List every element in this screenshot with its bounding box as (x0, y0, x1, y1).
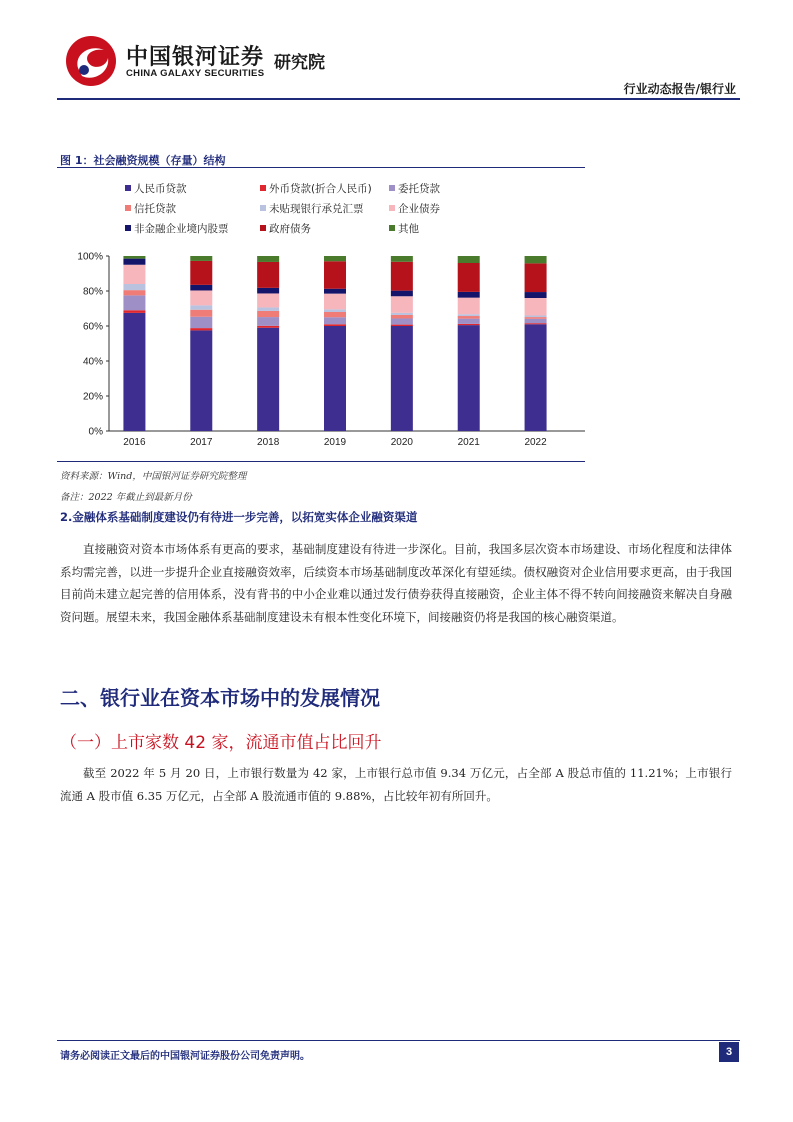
x-tick-label: 2018 (257, 437, 280, 448)
bar-segment (525, 292, 547, 298)
bar-segment (190, 310, 212, 317)
bar-segment (190, 330, 212, 431)
bar-segment (458, 324, 480, 325)
legend-swatch (260, 185, 266, 191)
x-tick-label: 2017 (190, 437, 213, 448)
bar-segment (123, 295, 145, 310)
bar-segment (525, 317, 547, 319)
bar-segment (257, 311, 279, 317)
legend-swatch (260, 205, 266, 211)
legend-label: 委托贷款 (398, 183, 440, 195)
bar-segment (324, 317, 346, 324)
bar-segment (458, 314, 480, 316)
brand-institute: 研究院 (274, 53, 325, 73)
bar-segment (123, 290, 145, 295)
bar-segment (391, 291, 413, 297)
legend-swatch (125, 185, 131, 191)
bar-segment (190, 290, 212, 305)
legend-swatch (389, 225, 395, 231)
bar-segment (257, 317, 279, 326)
bar-segment (525, 256, 547, 263)
bar-segment (391, 296, 413, 313)
bar-segment (123, 256, 145, 259)
paragraph-text: 直接融资对资本市场体系有更高的要求，基础制度建设有待进一步深化。目前，我国多层次资本市场建设、市场化程度和法律体系均需完善，以进一步提升企业直接融资效率，后续资本市场基础制度改革深化有望延续。债权融资对企业信用要求更高，由于我国目前尚未建立起完善的信用体系，没有背书的中小企业难以通过发行债券获得直接融资，企业主体不得不转向间接融资来解决自身融资问题。展望未来，我国金融体系基础制度建设未有根本性变化环境下，间接融资仍将是我国的核心融资渠道。 (60, 542, 732, 624)
y-tick-label: 80% (82, 286, 103, 298)
chapter-subtitle: （一）上市家数 42 家，流通市值占比回升 (60, 733, 382, 753)
section-paragraph (60, 538, 732, 628)
bar-segment (123, 313, 145, 431)
legend-swatch (389, 185, 395, 191)
legend-swatch (125, 225, 131, 231)
chapter-paragraph (60, 762, 732, 807)
bar-segment (123, 284, 145, 290)
footer-disclaimer: 请务必阅读正文最后的中国银河证券股份公司免责声明。 (60, 1051, 310, 1062)
bar-segment (190, 328, 212, 330)
bar-segment (190, 305, 212, 309)
bar-segment (257, 288, 279, 294)
bar-segment (391, 256, 413, 262)
page-number: 3 (719, 1042, 739, 1062)
bar-segment (257, 256, 279, 262)
y-tick-label: 100% (77, 251, 103, 263)
bar-segment (525, 319, 547, 323)
galaxy-logo-icon (64, 34, 118, 88)
legend-label: 政府债务 (269, 223, 311, 235)
figure-title: 图 1：社会融资规模（存量）结构 (60, 154, 226, 167)
section-heading: 2.金融体系基础制度建设仍有待进一步完善，以拓宽实体企业融资渠道 (60, 510, 418, 524)
legend-label: 其他 (398, 223, 419, 235)
bar-segment (257, 293, 279, 307)
figure-source: 资料来源：Wind，中国银河证券研究院整理 (60, 471, 247, 482)
bar-segment (525, 324, 547, 431)
bar-segment (190, 317, 212, 328)
bar-segment (458, 256, 480, 263)
bar-segment (458, 298, 480, 315)
legend-swatch (389, 205, 395, 211)
bar-segment (324, 324, 346, 326)
legend-label: 企业债券 (398, 203, 440, 215)
bar-segment (324, 309, 346, 312)
legend-label: 人民币贷款 (134, 183, 187, 195)
figure-note: 备注：2022 年截止到最新月份 (60, 492, 192, 503)
chart-bars (123, 256, 547, 448)
chart-legend (125, 182, 440, 235)
x-tick-label: 2019 (323, 437, 347, 448)
legend-label: 未贴现银行承兑汇票 (269, 203, 364, 215)
bar-segment (257, 326, 279, 328)
legend-label: 信托贷款 (134, 203, 176, 215)
stacked-bar-chart (57, 178, 585, 460)
bar-segment (391, 262, 413, 291)
bar-segment (324, 289, 346, 294)
report-category: 行业动态报告/银行业 (623, 82, 736, 96)
paragraph-text: 截至 2022 年 5 月 20 日，上市银行数量为 42 家，上市银行总市值 9.34 万亿元，占全部 A 股总市值的 11.21%；上市银行流通 A 股市值 6.35 万亿元，占全部 A 股流通市值的 9.88%，占比较年初有所回升。 (60, 766, 732, 803)
y-tick-label: 40% (82, 356, 103, 368)
bar-segment (324, 312, 346, 317)
legend-swatch (125, 205, 131, 211)
figure-bottom-divider (57, 461, 585, 462)
bar-segment (190, 256, 212, 261)
y-tick-label: 0% (88, 426, 103, 438)
y-tick-label: 20% (82, 391, 103, 403)
x-tick-label: 2020 (390, 437, 413, 448)
bar-segment (391, 313, 413, 315)
bar-segment (458, 316, 480, 319)
bar-segment (391, 318, 413, 324)
legend-swatch (260, 225, 266, 231)
bar-segment (190, 285, 212, 291)
bar-segment (458, 325, 480, 431)
bar-segment (190, 261, 212, 285)
chapter-title: 二、银行业在资本市场中的发展情况 (60, 686, 380, 710)
bar-segment (458, 319, 480, 324)
bar-segment (324, 294, 346, 310)
x-tick-label: 2022 (524, 437, 547, 448)
x-tick-label: 2021 (457, 437, 480, 448)
header-divider (57, 98, 740, 100)
bar-segment (123, 310, 145, 313)
bar-segment (391, 325, 413, 326)
brand-name-en: CHINA GALAXY SECURITIES (126, 68, 265, 79)
bar-segment (324, 326, 346, 431)
bar-segment (324, 261, 346, 288)
brand-name-cn: 中国银河证券 (126, 45, 265, 70)
bar-segment (458, 292, 480, 298)
bar-segment (391, 326, 413, 431)
bar-segment (525, 323, 547, 324)
legend-label: 外币贷款(折合人民币) (269, 183, 372, 195)
bar-segment (458, 263, 480, 292)
bar-segment (257, 262, 279, 288)
bar-segment (525, 316, 547, 318)
bar-segment (525, 298, 547, 316)
bar-segment (257, 328, 279, 431)
bar-segment (391, 315, 413, 319)
bar-segment (525, 263, 547, 292)
bar-segment (123, 265, 145, 284)
footer-divider (57, 1040, 740, 1041)
y-tick-label: 60% (82, 321, 103, 333)
legend-label: 非金融企业境内股票 (134, 223, 229, 235)
bar-segment (123, 259, 145, 265)
bar-segment (257, 307, 279, 311)
figure-top-divider (57, 167, 585, 168)
bar-segment (324, 256, 346, 261)
x-tick-label: 2016 (123, 437, 146, 448)
